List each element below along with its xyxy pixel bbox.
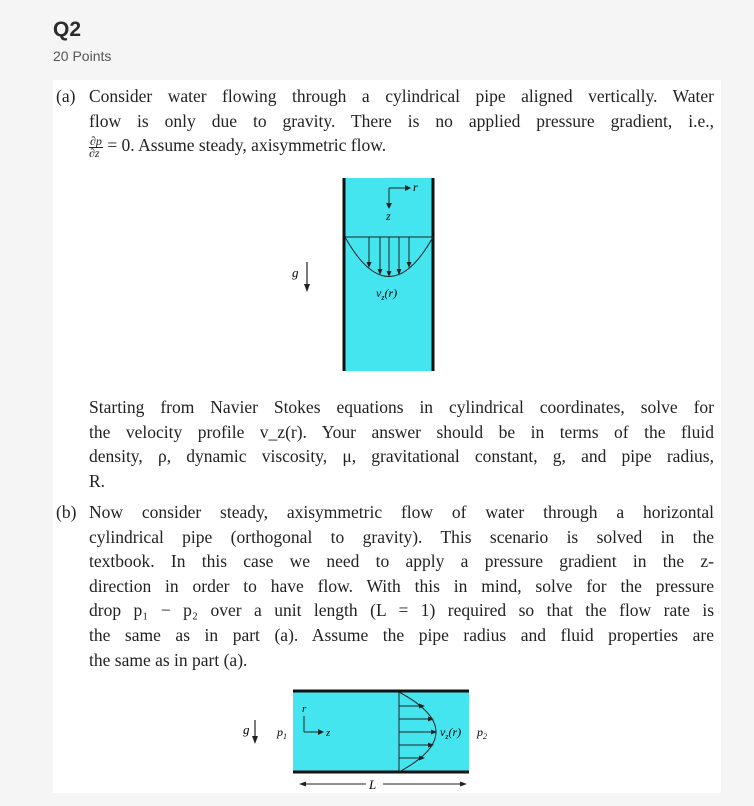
part-b-line: the same as in part (a). Assume the pipe radius and fluid properties are: [89, 624, 714, 645]
question-title: Q2: [53, 18, 82, 41]
part-a-line: flow is only due to gravity. There is no applied pressure gradient, i.e.,: [89, 110, 714, 131]
part-b-line: direction in order to have flow. With this in mind, solve for the pressure: [89, 575, 714, 596]
part-b-line: the same as in part (a).: [89, 649, 248, 670]
part-b-line: textbook. In this case we need to apply a pressure gradient in the z-: [89, 551, 714, 572]
part-b-line: cylindrical pipe (orthogonal to gravity). This scenario is solved in the: [89, 526, 714, 547]
part-b-line: Now consider steady, axisymmetric flow of water through a horizontal: [89, 502, 714, 522]
length-arrowhead-right: [460, 782, 467, 787]
velocity-argument: (r): [448, 725, 462, 739]
p1-symbol: p: [277, 725, 283, 739]
part-a-line-rest: = 0. Assume steady, axisymmetric flow.: [107, 135, 387, 156]
r-axis-label: r: [302, 703, 307, 715]
p1-subscript: 1: [283, 732, 287, 741]
part-a-question-line: R.: [89, 470, 106, 491]
part-a-line: Consider water flowing through a cylindrical pipe aligned vertically. Water: [89, 86, 714, 106]
part-a-statement: [89, 84, 714, 159]
p1-label: [276, 725, 287, 741]
vertical-pipe-figure: [273, 176, 443, 376]
part-b-label: (b): [56, 502, 77, 522]
gravity-label: g: [243, 722, 250, 737]
part-a-question-line: the velocity profile v_z(r). Your answer should be in terms of the fluid: [89, 421, 714, 442]
gravity-arrowhead: [304, 284, 310, 292]
p2-symbol: p: [477, 725, 483, 739]
p2-subscript: 2: [483, 732, 487, 741]
z-axis-label: z: [326, 727, 331, 739]
gravity-arrowhead: [252, 736, 258, 744]
fraction-denominator: ∂z: [89, 145, 100, 160]
part-b-statement: [89, 500, 714, 672]
velocity-subscript: z: [445, 732, 449, 741]
velocity-argument: (r): [384, 286, 398, 300]
velocity-label: [376, 286, 397, 302]
length-arrowhead-left: [299, 782, 306, 787]
part-a-label: (a): [56, 86, 76, 106]
part-a-question-line: Starting from Navier Stokes equations in cylindrical coordinates, solve for: [89, 397, 714, 417]
horizontal-pipe-figure: [233, 686, 493, 793]
velocity-label: [440, 725, 461, 741]
velocity-symbol: v: [440, 725, 446, 739]
part-b-line: drop p₁ − p₂ over a unit length (L = 1) required so that the flow rate is: [89, 600, 714, 621]
r-axis-label: r: [413, 180, 418, 194]
dp-dz-fraction: [89, 133, 103, 160]
part-a-question: [89, 395, 714, 493]
length-label: L: [369, 777, 377, 792]
question-header: [53, 18, 111, 64]
velocity-symbol: v: [376, 286, 382, 300]
question-card: [53, 80, 721, 793]
question-points: 20 Points: [53, 48, 112, 64]
fraction-numerator: ∂p: [90, 133, 102, 148]
p2-label: [476, 725, 487, 741]
velocity-subscript: z: [381, 293, 385, 302]
z-axis-label: z: [386, 209, 391, 223]
part-a-question-line: density, ρ, dynamic viscosity, μ, gravitational constant, g, and pipe radius,: [89, 446, 714, 467]
gravity-label: g: [292, 265, 299, 280]
part-a-line: [89, 133, 714, 158]
